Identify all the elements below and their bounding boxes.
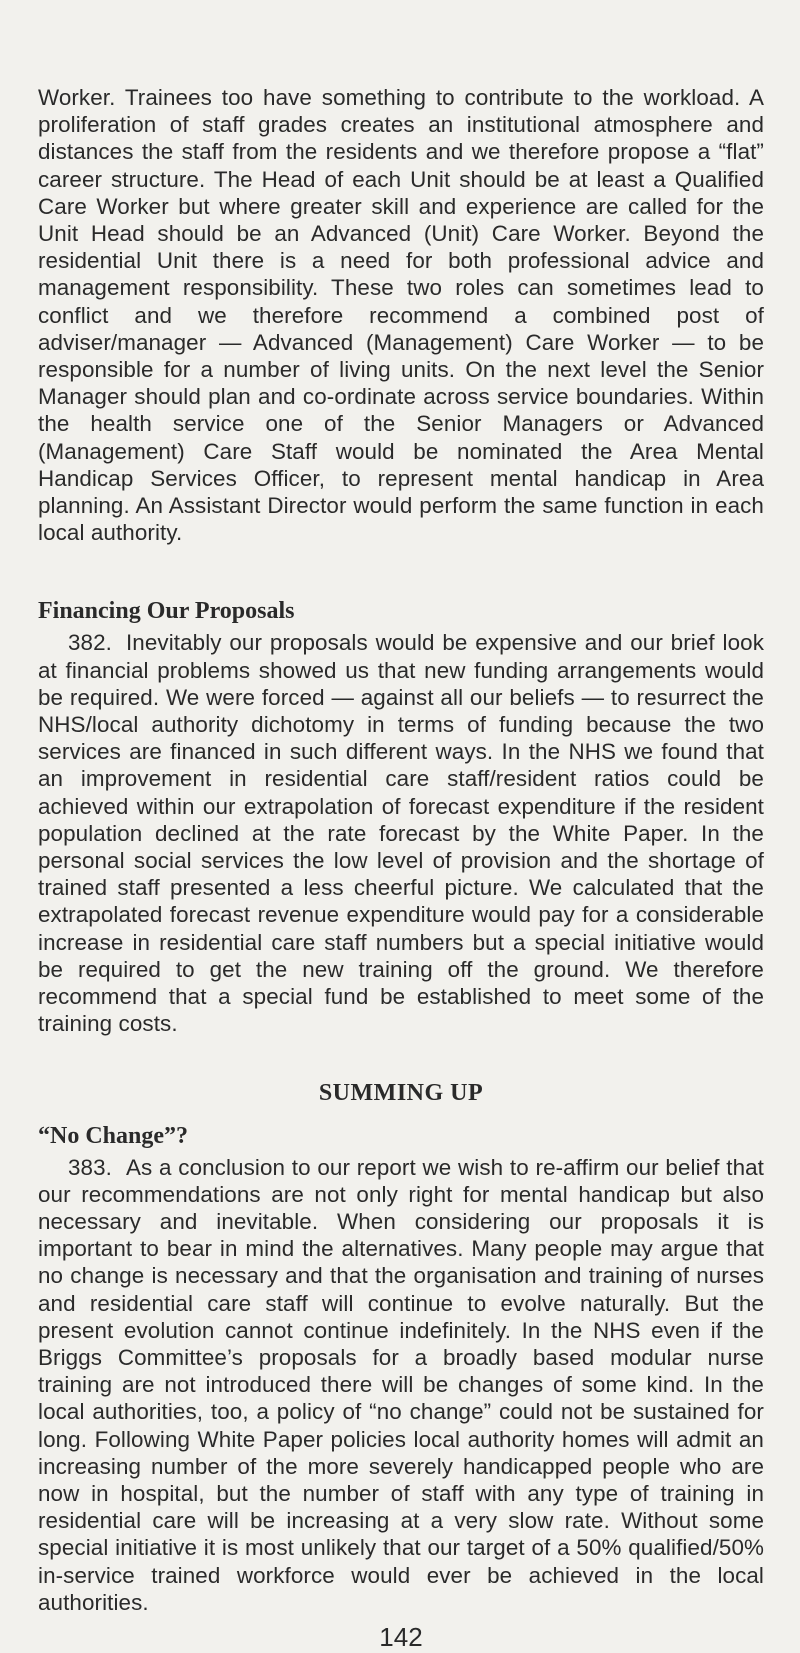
page-number: 142	[379, 1621, 423, 1652]
financing-heading: Financing Our Proposals	[38, 598, 295, 625]
paragraph-number-382: 382.	[68, 630, 112, 656]
paragraph-382-text: Inevitably our proposals would be expensive and our brief look at financial problems showed us that new funding arrangements would be required. We were forced — against all our beliefs — to resurrect the NHS/local authority dichotomy in terms of funding because the two services are financed in such different ways. In the NHS we found that an improvement in residential care staff/resident ratios could be achieved within our extrapolation of forecast expenditure if the resident population declined at the rate forecast by the White Paper. In the personal social services the low level of provision and the shortage of trained staff presented a less cheerful picture. We calculated that the extrapolated forecast revenue expenditure would pay for a considerable increase in residential care staff numbers but a special initiative would be required to get the new training off the ground. We therefore recommend that a special fund be established to meet some of the training costs.	[38, 630, 764, 1037]
summing-up-heading: SUMMING UP	[318, 1079, 484, 1106]
paragraph-383	[38, 1154, 764, 1616]
intro-paragraph: Worker. Trainees too have something to contribute to the workload. A proliferation of staff grades creates an institutional atmosphere and distances the staff from the residents and we therefore propose a “flat” career structure. The Head of each Unit should be at least a Qualified Care Worker but where greater skill and experience are called for the Unit Head should be an Advanced (Unit) Care Worker. Beyond the residential Unit there is a need for both professional advice and management responsibility. These two roles can sometimes lead to conflict and we therefore recommend a combined post of adviser/manager — Advanced (Management) Care Worker — to be responsible for a number of living units. On the next level the Senior Manager should plan and co-ordinate across service boundaries. Within the health service one of the Senior Managers or Advanced (Management) Care Staff would be nominated the Area Mental Handicap Services Officer, to represent mental handicap in Area planning. An Assistant Director would perform the same function in each local authority.	[38, 85, 764, 546]
paragraph-382	[38, 629, 764, 1037]
paragraph-number-383: 383.	[68, 1154, 112, 1180]
paragraph-383-text: As a conclusion to our report we wish to re-affirm our belief that our recommendations are not only right for mental handicap but also necessary and inevitable. When considering our proposals it is important to bear in mind the alternatives. Many people may argue that no change is necessary and that the organisation and training of nurses and residential care staff will continue to evolve naturally. But the present evolution cannot continue indefinitely. In the NHS even if the Briggs Committee’s proposals for a broadly based modular nurse training are not introduced there will be changes of some kind. In the local authorities, too, a policy of “no change” could not be sustained for long. Following White Paper policies local authority homes will admit an increasing number of the more severely handicapped people who are now in hospital, but the number of staff with any type of training in residential care will be increasing at a very slow rate. Without some special initiative it is most unlikely that our target of a 50% qualified/50% in-service trained workforce would ever be achieved in the local authorities.	[38, 1154, 764, 1615]
no-change-subheading: “No Change”?	[38, 1122, 189, 1149]
